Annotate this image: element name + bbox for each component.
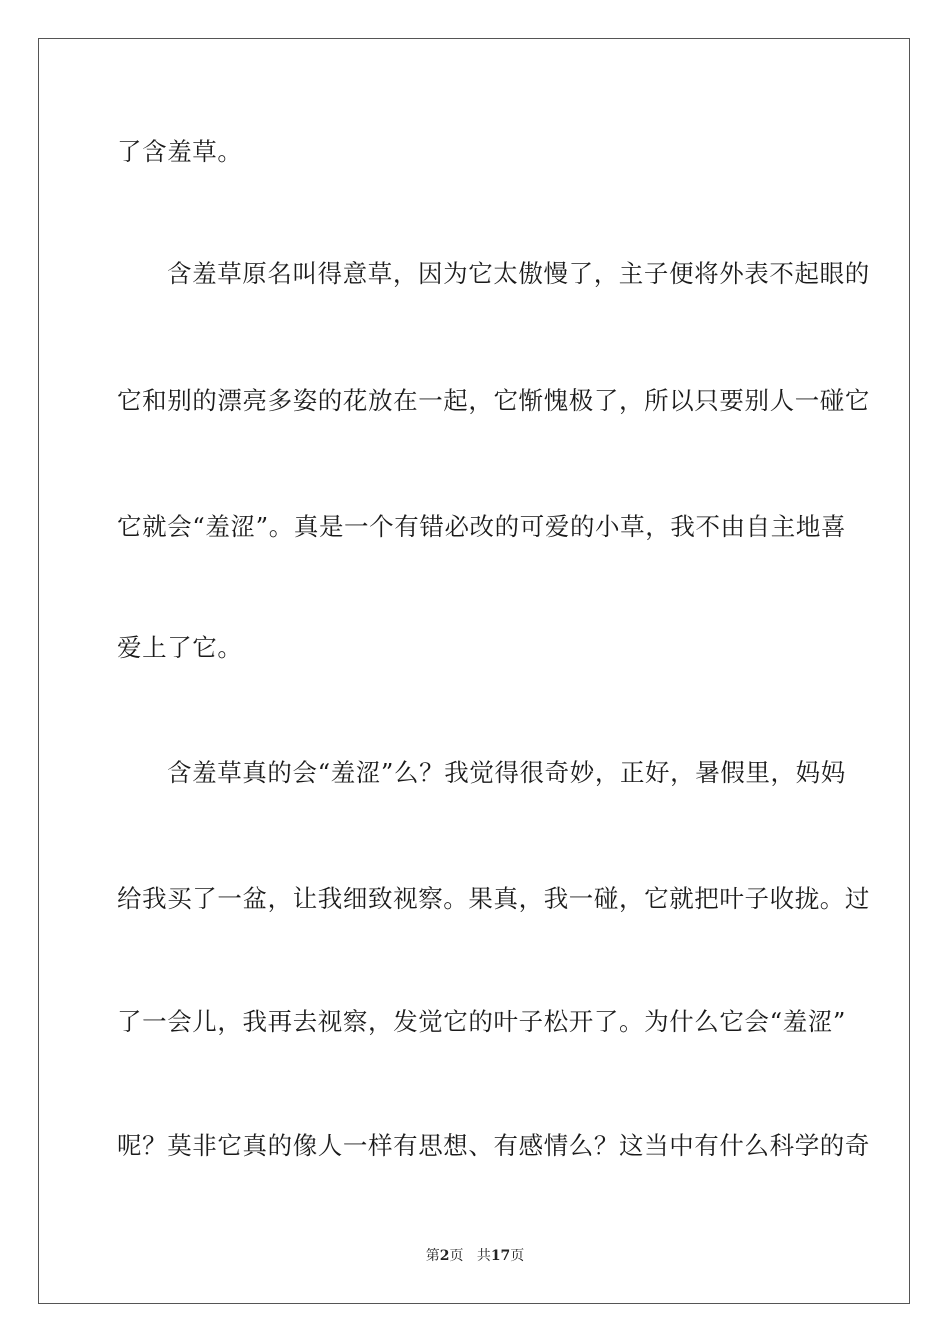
paragraph-line: 爱上了它。 — [117, 633, 243, 662]
page-frame — [38, 38, 910, 1304]
footer-page-number: 2 — [439, 1248, 450, 1264]
paragraph-line: 了一会儿，我再去视察，发觉它的叶子松开了。为什么它会“羞涩” — [117, 1007, 847, 1036]
footer-page-suffix: 页 — [449, 1248, 464, 1264]
paragraph-line: 给我买了一盆，让我细致视察。果真，我一碰，它就把叶子收拢。过 — [117, 884, 870, 913]
footer-total-pages: 17 — [490, 1248, 511, 1264]
footer-page-prefix: 第 — [425, 1248, 440, 1264]
paragraph-line: 了含羞草。 — [117, 137, 243, 166]
paragraph-line: 呢？莫非它真的像人一样有思想、有感情么？这当中有什么科学的奇 — [117, 1131, 870, 1160]
paragraph-line: 它就会“羞涩”。真是一个有错必改的可爱的小草，我不由自主地喜 — [117, 512, 847, 541]
footer-total-prefix: 共 — [476, 1248, 491, 1264]
paragraph-line: 它和别的漂亮多姿的花放在一起，它惭愧极了，所以只要别人一碰它 — [117, 386, 870, 415]
page-footer — [0, 1247, 950, 1265]
paragraph-line: 含羞草真的会“羞涩”么？我觉得很奇妙，正好，暑假里，妈妈 — [167, 758, 846, 787]
footer-total-suffix: 页 — [510, 1248, 525, 1264]
paragraph-line: 含羞草原名叫得意草，因为它太傲慢了，主子便将外表不起眼的 — [167, 259, 870, 288]
